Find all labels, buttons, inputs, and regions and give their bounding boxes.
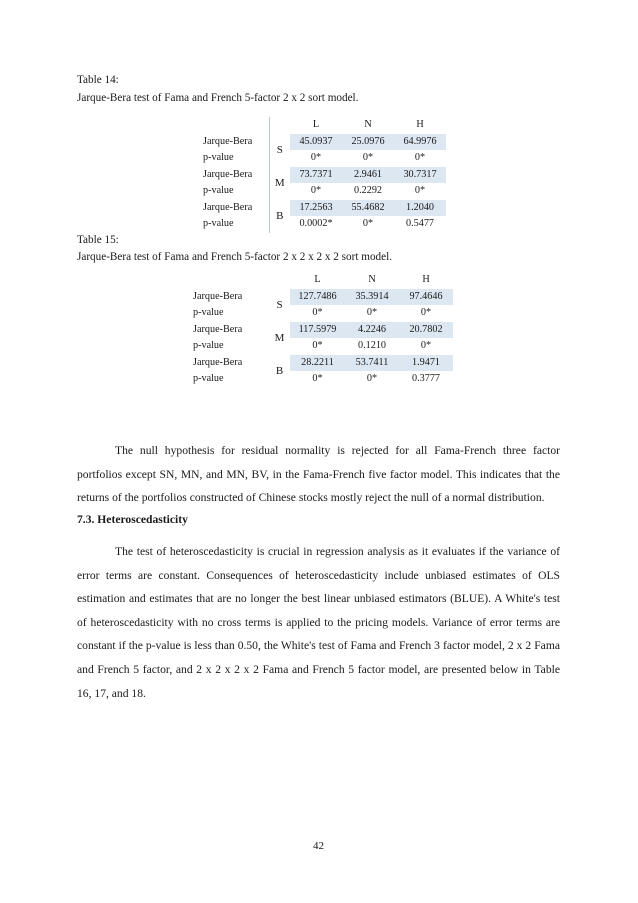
row-label: Jarque-Bera — [193, 356, 243, 368]
table-cell: 17.2563 — [290, 200, 342, 217]
table-cell: 117.5979 — [290, 322, 345, 339]
table-cell: 0.2292 — [353, 185, 382, 196]
table-row — [193, 338, 453, 355]
table14-col-header: H — [416, 119, 424, 130]
table-cell: 127.7486 — [290, 289, 345, 306]
table15-header-row — [193, 272, 453, 289]
table14-caption-title: Table 14: — [77, 74, 119, 86]
group-label: M — [269, 167, 290, 200]
row-label: p-value — [203, 218, 234, 229]
table15-col-header: N — [368, 274, 376, 285]
paragraph-text: The null hypothesis for residual normality is rejected for all Fama-French three factor portfolios except SN, MN, and MN, BV, in the Fama-French five factor model. This indicates that the returns of the portfolios constructed of Chinese stocks mostly reject the null of a normal distribution. — [77, 444, 560, 505]
table15 — [193, 272, 453, 388]
table-cell: 0* — [310, 185, 322, 196]
group-label: B — [269, 200, 290, 233]
table-cell: 0* — [312, 373, 323, 384]
table-cell: 4.2246 — [345, 322, 399, 339]
group-label: S — [276, 298, 283, 311]
row-label: p-value — [193, 373, 224, 384]
table-row — [203, 183, 446, 200]
table-cell: 0.1210 — [357, 340, 386, 351]
group-label: S — [269, 134, 290, 167]
table-cell: 0* — [420, 340, 432, 351]
table-row — [193, 355, 453, 372]
row-label: p-value — [193, 340, 224, 351]
page-number: 42 — [313, 840, 324, 852]
table14-header-row — [203, 117, 446, 134]
row-label: p-value — [203, 185, 234, 196]
table-row — [193, 371, 453, 388]
table-cell: 0* — [366, 307, 378, 318]
table-cell: 45.0937 — [290, 134, 342, 151]
table-cell: 28.2211 — [290, 355, 345, 372]
table-cell: 0* — [414, 152, 426, 163]
table-cell: 73.7371 — [290, 167, 342, 184]
table-cell: 30.7317 — [394, 167, 446, 184]
group-label: B — [275, 364, 284, 377]
table-cell: 1.9471 — [399, 355, 453, 372]
table15-caption-title: Table 15: — [77, 234, 119, 246]
table-cell: 64.9976 — [394, 134, 446, 151]
table-cell: 0* — [310, 152, 322, 163]
table-row — [203, 134, 446, 151]
section-heading: 7.3. Heteroscedasticity — [77, 513, 188, 526]
row-label: p-value — [193, 307, 224, 318]
table-row — [193, 305, 453, 322]
table-cell: 35.3914 — [345, 289, 399, 306]
table-cell: 1.2040 — [394, 200, 446, 217]
table-row — [193, 289, 453, 306]
row-label: Jarque-Bera — [203, 135, 253, 147]
table-cell: 0* — [366, 373, 378, 384]
table14 — [203, 117, 446, 233]
table-cell: 0.0002* — [299, 218, 333, 229]
table-cell: 2.9461 — [342, 167, 394, 184]
row-label: Jarque-Bera — [203, 168, 253, 180]
table-cell: 97.4646 — [399, 289, 453, 306]
table-row — [203, 216, 446, 233]
table-cell: 20.7802 — [399, 322, 453, 339]
table14-caption-description: Jarque-Bera test of Fama and French 5-factor 2 x 2 sort model. — [77, 92, 359, 104]
table-row — [203, 200, 446, 217]
table-cell: 0.3777 — [411, 373, 440, 384]
row-label: p-value — [203, 152, 234, 163]
table-cell: 25.0976 — [342, 134, 394, 151]
table-cell: 0* — [362, 218, 374, 229]
table-cell: 0* — [312, 307, 323, 318]
table-cell: 53.7411 — [345, 355, 399, 372]
table-row — [203, 150, 446, 167]
table-row — [193, 322, 453, 339]
table14-col-header: L — [312, 119, 320, 130]
heteroscedasticity-paragraph — [77, 540, 560, 705]
row-label: Jarque-Bera — [193, 290, 243, 302]
table-cell: 0* — [420, 307, 432, 318]
paragraph-text: The test of heteroscedasticity is crucial in regression analysis as it evaluates if the variance of error terms are constant. Consequences of heteroscedasticity include unbiased estimates of OLS estimation and estimates that are no longer the best linear unbiased estimators (BLUE). A White's test of heteroscedasticity with no cross terms is applied to the pricing models. Variance of error terms are constant if the p-value is less than 0.50, the White's test of Fama and French 3 factor model, 2 x 2 Fama and French 5 factor, and 2 x 2 x 2 x 2 Fama and French 5 factor model, are presented below in Table 16, 17, and 18. — [77, 545, 560, 700]
table-row — [203, 167, 446, 184]
table15-col-header: H — [422, 274, 430, 285]
table-cell: 0.5477 — [405, 218, 434, 229]
row-label: Jarque-Bera — [203, 201, 253, 213]
table-cell: 0* — [414, 185, 426, 196]
normality-paragraph — [77, 439, 560, 510]
table-cell: 0* — [312, 340, 323, 351]
table-cell: 55.4682 — [342, 200, 394, 217]
table14-col-header: N — [364, 119, 372, 130]
table-cell: 0* — [362, 152, 374, 163]
row-label: Jarque-Bera — [193, 323, 243, 335]
table15-caption-description: Jarque-Bera test of Fama and French 5-factor 2 x 2 x 2 x 2 sort model. — [77, 251, 393, 263]
table15-col-header: L — [314, 274, 321, 285]
group-label: M — [274, 331, 285, 344]
